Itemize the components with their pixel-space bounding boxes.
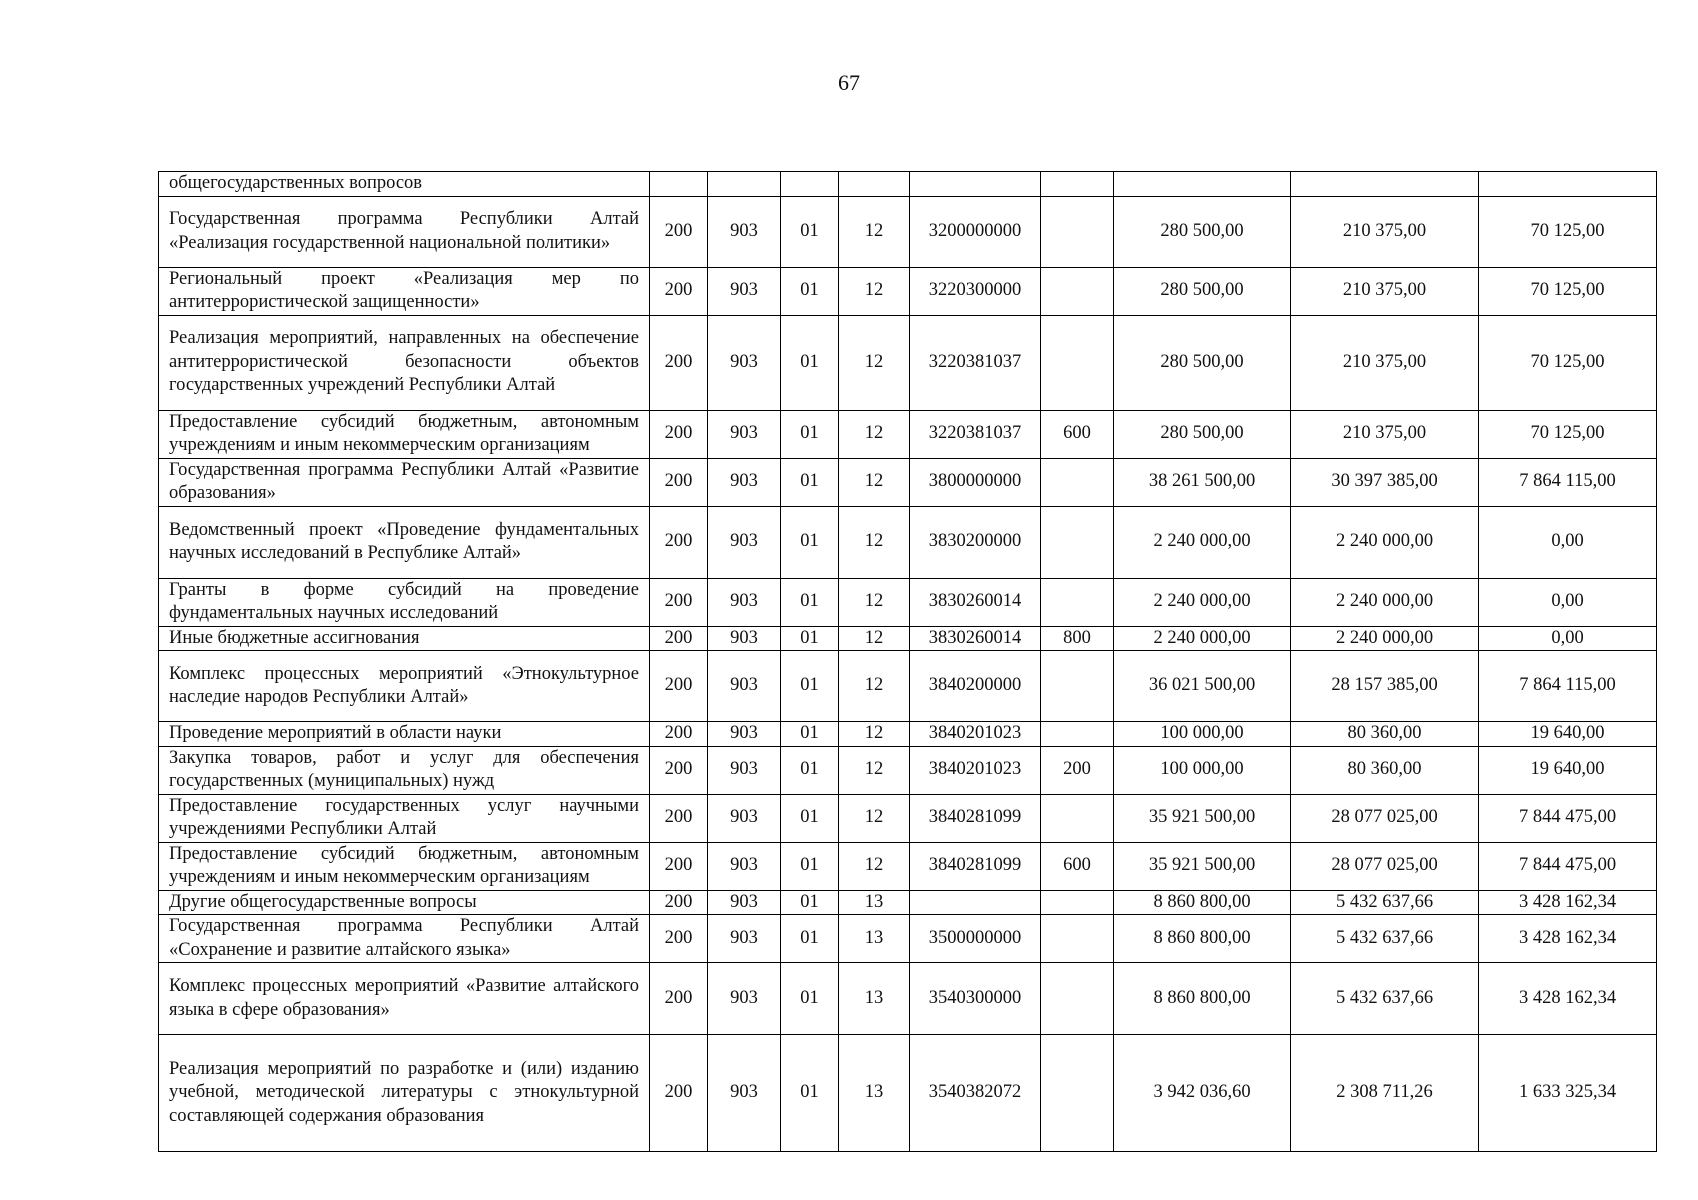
target-article-cell [910,890,1041,915]
ministry-code-cell: 200 [650,626,708,651]
row-name-cell: Ведомственный проект «Проведение фундаментальных научных исследований в Республике Алтай» [159,506,650,578]
section-code-cell: 01 [781,651,839,722]
ministry-code-cell: 200 [650,458,708,506]
department-code-cell: 903 [708,578,781,626]
target-article-cell: 3540382072 [910,1035,1041,1152]
amount-1-cell: 2 240 000,00 [1114,626,1291,651]
ministry-code-cell: 200 [650,410,708,458]
department-code-cell: 903 [708,746,781,794]
expense-type-cell [1041,315,1114,410]
table-row [159,458,1657,506]
expense-type-cell [1041,890,1114,915]
amount-3-cell: 7 864 115,00 [1479,458,1657,506]
ministry-code-cell: 200 [650,1035,708,1152]
ministry-code-cell: 200 [650,506,708,578]
amount-2-cell: 2 240 000,00 [1291,626,1479,651]
amount-2-cell: 28 157 385,00 [1291,651,1479,722]
department-code-cell: 903 [708,890,781,915]
table-row [159,963,1657,1035]
amount-1-cell: 280 500,00 [1114,267,1291,315]
ministry-code-cell: 200 [650,196,708,267]
ministry-code-cell: 200 [650,722,708,747]
subsection-code-cell: 12 [839,722,910,747]
subsection-code-cell: 12 [839,626,910,651]
amount-1-cell: 2 240 000,00 [1114,578,1291,626]
row-name-cell: Государственная программа Республики Алтай «Сохранение и развитие алтайского языка» [159,915,650,963]
target-article-cell: 3540300000 [910,963,1041,1035]
target-article-cell: 3840201023 [910,722,1041,747]
row-name-cell: общегосударственных вопросов [159,172,650,197]
expense-type-cell [1041,578,1114,626]
amount-1-cell: 35 921 500,00 [1114,794,1291,842]
section-code-cell: 01 [781,915,839,963]
ministry-code-cell: 200 [650,794,708,842]
amount-3-cell: 0,00 [1479,506,1657,578]
amount-2-cell: 30 397 385,00 [1291,458,1479,506]
amount-3-cell: 0,00 [1479,626,1657,651]
amount-3-cell: 70 125,00 [1479,315,1657,410]
subsection-code-cell: 12 [839,315,910,410]
row-name-cell: Государственная программа Республики Алтай «Реализация государственной национальной политики» [159,196,650,267]
subsection-code-cell: 12 [839,410,910,458]
amount-3-cell: 70 125,00 [1479,410,1657,458]
section-code-cell: 01 [781,196,839,267]
amount-1-cell: 38 261 500,00 [1114,458,1291,506]
expense-type-cell [1041,1035,1114,1152]
amount-3-cell: 7 864 115,00 [1479,651,1657,722]
amount-1-cell: 36 021 500,00 [1114,651,1291,722]
target-article-cell: 3840201023 [910,746,1041,794]
amount-1-cell: 280 500,00 [1114,196,1291,267]
amount-2-cell: 210 375,00 [1291,315,1479,410]
amount-1-cell: 280 500,00 [1114,315,1291,410]
department-code-cell: 903 [708,842,781,890]
amount-2-cell: 28 077 025,00 [1291,794,1479,842]
table-row [159,842,1657,890]
ministry-code-cell: 200 [650,578,708,626]
amount-3-cell [1479,172,1657,197]
expense-type-cell [1041,506,1114,578]
target-article-cell: 3220381037 [910,315,1041,410]
amount-3-cell: 1 633 325,34 [1479,1035,1657,1152]
table-row [159,1035,1657,1152]
table-row [159,794,1657,842]
amount-1-cell [1114,172,1291,197]
department-code-cell: 903 [708,410,781,458]
table-row [159,626,1657,651]
row-name-cell: Иные бюджетные ассигнования [159,626,650,651]
amount-2-cell: 210 375,00 [1291,196,1479,267]
subsection-code-cell: 12 [839,458,910,506]
subsection-code-cell: 13 [839,963,910,1035]
department-code-cell [708,172,781,197]
amount-2-cell: 5 432 637,66 [1291,890,1479,915]
department-code-cell: 903 [708,915,781,963]
table-row [159,267,1657,315]
amount-1-cell: 100 000,00 [1114,746,1291,794]
amount-2-cell: 80 360,00 [1291,746,1479,794]
department-code-cell: 903 [708,315,781,410]
subsection-code-cell: 13 [839,1035,910,1152]
expense-type-cell [1041,267,1114,315]
subsection-code-cell [839,172,910,197]
target-article-cell: 3500000000 [910,915,1041,963]
expense-type-cell [1041,915,1114,963]
subsection-code-cell: 12 [839,578,910,626]
subsection-code-cell: 12 [839,196,910,267]
ministry-code-cell: 200 [650,915,708,963]
section-code-cell: 01 [781,410,839,458]
table-body [159,172,1657,1152]
ministry-code-cell: 200 [650,890,708,915]
ministry-code-cell: 200 [650,651,708,722]
section-code-cell: 01 [781,626,839,651]
expense-type-cell [1041,722,1114,747]
amount-1-cell: 280 500,00 [1114,410,1291,458]
department-code-cell: 903 [708,267,781,315]
section-code-cell: 01 [781,458,839,506]
target-article-cell: 3220300000 [910,267,1041,315]
row-name-cell: Другие общегосударственные вопросы [159,890,650,915]
ministry-code-cell: 200 [650,746,708,794]
department-code-cell: 903 [708,651,781,722]
row-name-cell: Гранты в форме субсидий на проведение фундаментальных научных исследований [159,578,650,626]
target-article-cell: 3830260014 [910,626,1041,651]
table-row [159,890,1657,915]
amount-1-cell: 8 860 800,00 [1114,890,1291,915]
subsection-code-cell: 12 [839,794,910,842]
section-code-cell: 01 [781,890,839,915]
table-row [159,722,1657,747]
subsection-code-cell: 12 [839,842,910,890]
amount-3-cell: 70 125,00 [1479,196,1657,267]
section-code-cell: 01 [781,578,839,626]
table-row [159,315,1657,410]
department-code-cell: 903 [708,1035,781,1152]
department-code-cell: 903 [708,506,781,578]
amount-2-cell: 210 375,00 [1291,410,1479,458]
expense-type-cell: 600 [1041,842,1114,890]
row-name-cell: Проведение мероприятий в области науки [159,722,650,747]
table-row [159,172,1657,197]
department-code-cell: 903 [708,722,781,747]
amount-2-cell: 80 360,00 [1291,722,1479,747]
table-row [159,410,1657,458]
expense-type-cell [1041,794,1114,842]
amount-2-cell: 5 432 637,66 [1291,915,1479,963]
amount-1-cell: 35 921 500,00 [1114,842,1291,890]
amount-1-cell: 8 860 800,00 [1114,963,1291,1035]
amount-3-cell: 7 844 475,00 [1479,842,1657,890]
target-article-cell: 3830200000 [910,506,1041,578]
row-name-cell: Комплекс процессных мероприятий «Этнокультурное наследие народов Республики Алтай» [159,651,650,722]
amount-2-cell: 28 077 025,00 [1291,842,1479,890]
table-row [159,746,1657,794]
table-row [159,506,1657,578]
amount-2-cell: 2 240 000,00 [1291,578,1479,626]
target-article-cell: 3840281099 [910,842,1041,890]
subsection-code-cell: 12 [839,267,910,315]
expense-type-cell [1041,458,1114,506]
section-code-cell: 01 [781,794,839,842]
subsection-code-cell: 13 [839,915,910,963]
row-name-cell: Предоставление субсидий бюджетным, автономным учреждениям и иным некоммерческим организациям [159,410,650,458]
expense-type-cell: 200 [1041,746,1114,794]
amount-3-cell: 3 428 162,34 [1479,963,1657,1035]
amount-3-cell: 19 640,00 [1479,746,1657,794]
table-row [159,651,1657,722]
expense-type-cell: 600 [1041,410,1114,458]
section-code-cell: 01 [781,315,839,410]
row-name-cell: Реализация мероприятий, направленных на обеспечение антитеррористической безопасности объектов государственных учреждений Республики Алтай [159,315,650,410]
amount-3-cell: 3 428 162,34 [1479,915,1657,963]
section-code-cell: 01 [781,506,839,578]
amount-2-cell [1291,172,1479,197]
amount-2-cell: 210 375,00 [1291,267,1479,315]
department-code-cell: 903 [708,794,781,842]
department-code-cell: 903 [708,196,781,267]
row-name-cell: Комплекс процессных мероприятий «Развитие алтайского языка в сфере образования» [159,963,650,1035]
target-article-cell [910,172,1041,197]
department-code-cell: 903 [708,626,781,651]
department-code-cell: 903 [708,458,781,506]
amount-1-cell: 8 860 800,00 [1114,915,1291,963]
table-row [159,578,1657,626]
ministry-code-cell: 200 [650,315,708,410]
row-name-cell: Реализация мероприятий по разработке и (или) изданию учебной, методической литературы с этнокультурной составляющей содержания образования [159,1035,650,1152]
ministry-code-cell: 200 [650,963,708,1035]
page-number: 67 [838,70,860,95]
target-article-cell: 3220381037 [910,410,1041,458]
amount-2-cell: 5 432 637,66 [1291,963,1479,1035]
target-article-cell: 3830260014 [910,578,1041,626]
table-row [159,915,1657,963]
amount-1-cell: 2 240 000,00 [1114,506,1291,578]
expense-type-cell [1041,651,1114,722]
subsection-code-cell: 12 [839,506,910,578]
amount-3-cell: 19 640,00 [1479,722,1657,747]
expense-type-cell [1041,963,1114,1035]
row-name-cell: Предоставление субсидий бюджетным, автономным учреждениям и иным некоммерческим организациям [159,842,650,890]
target-article-cell: 3200000000 [910,196,1041,267]
amount-3-cell: 70 125,00 [1479,267,1657,315]
amount-3-cell: 7 844 475,00 [1479,794,1657,842]
subsection-code-cell: 12 [839,651,910,722]
section-code-cell: 01 [781,963,839,1035]
expense-type-cell: 800 [1041,626,1114,651]
subsection-code-cell: 13 [839,890,910,915]
department-code-cell: 903 [708,963,781,1035]
section-code-cell: 01 [781,722,839,747]
target-article-cell: 3840281099 [910,794,1041,842]
amount-1-cell: 100 000,00 [1114,722,1291,747]
target-article-cell: 3840200000 [910,651,1041,722]
expense-type-cell [1041,196,1114,267]
subsection-code-cell: 12 [839,746,910,794]
amount-3-cell: 0,00 [1479,578,1657,626]
expense-type-cell [1041,172,1114,197]
row-name-cell: Закупка товаров, работ и услуг для обеспечения государственных (муниципальных) нужд [159,746,650,794]
row-name-cell: Государственная программа Республики Алтай «Развитие образования» [159,458,650,506]
row-name-cell: Региональный проект «Реализация мер по антитеррористической защищенности» [159,267,650,315]
section-code-cell: 01 [781,1035,839,1152]
amount-3-cell: 3 428 162,34 [1479,890,1657,915]
ministry-code-cell: 200 [650,267,708,315]
amount-1-cell: 3 942 036,60 [1114,1035,1291,1152]
target-article-cell: 3800000000 [910,458,1041,506]
budget-table [158,171,1657,1152]
ministry-code-cell: 200 [650,842,708,890]
ministry-code-cell [650,172,708,197]
amount-2-cell: 2 240 000,00 [1291,506,1479,578]
section-code-cell: 01 [781,842,839,890]
section-code-cell [781,172,839,197]
section-code-cell: 01 [781,746,839,794]
table-row [159,196,1657,267]
amount-2-cell: 2 308 711,26 [1291,1035,1479,1152]
section-code-cell: 01 [781,267,839,315]
row-name-cell: Предоставление государственных услуг научными учреждениями Республики Алтай [159,794,650,842]
